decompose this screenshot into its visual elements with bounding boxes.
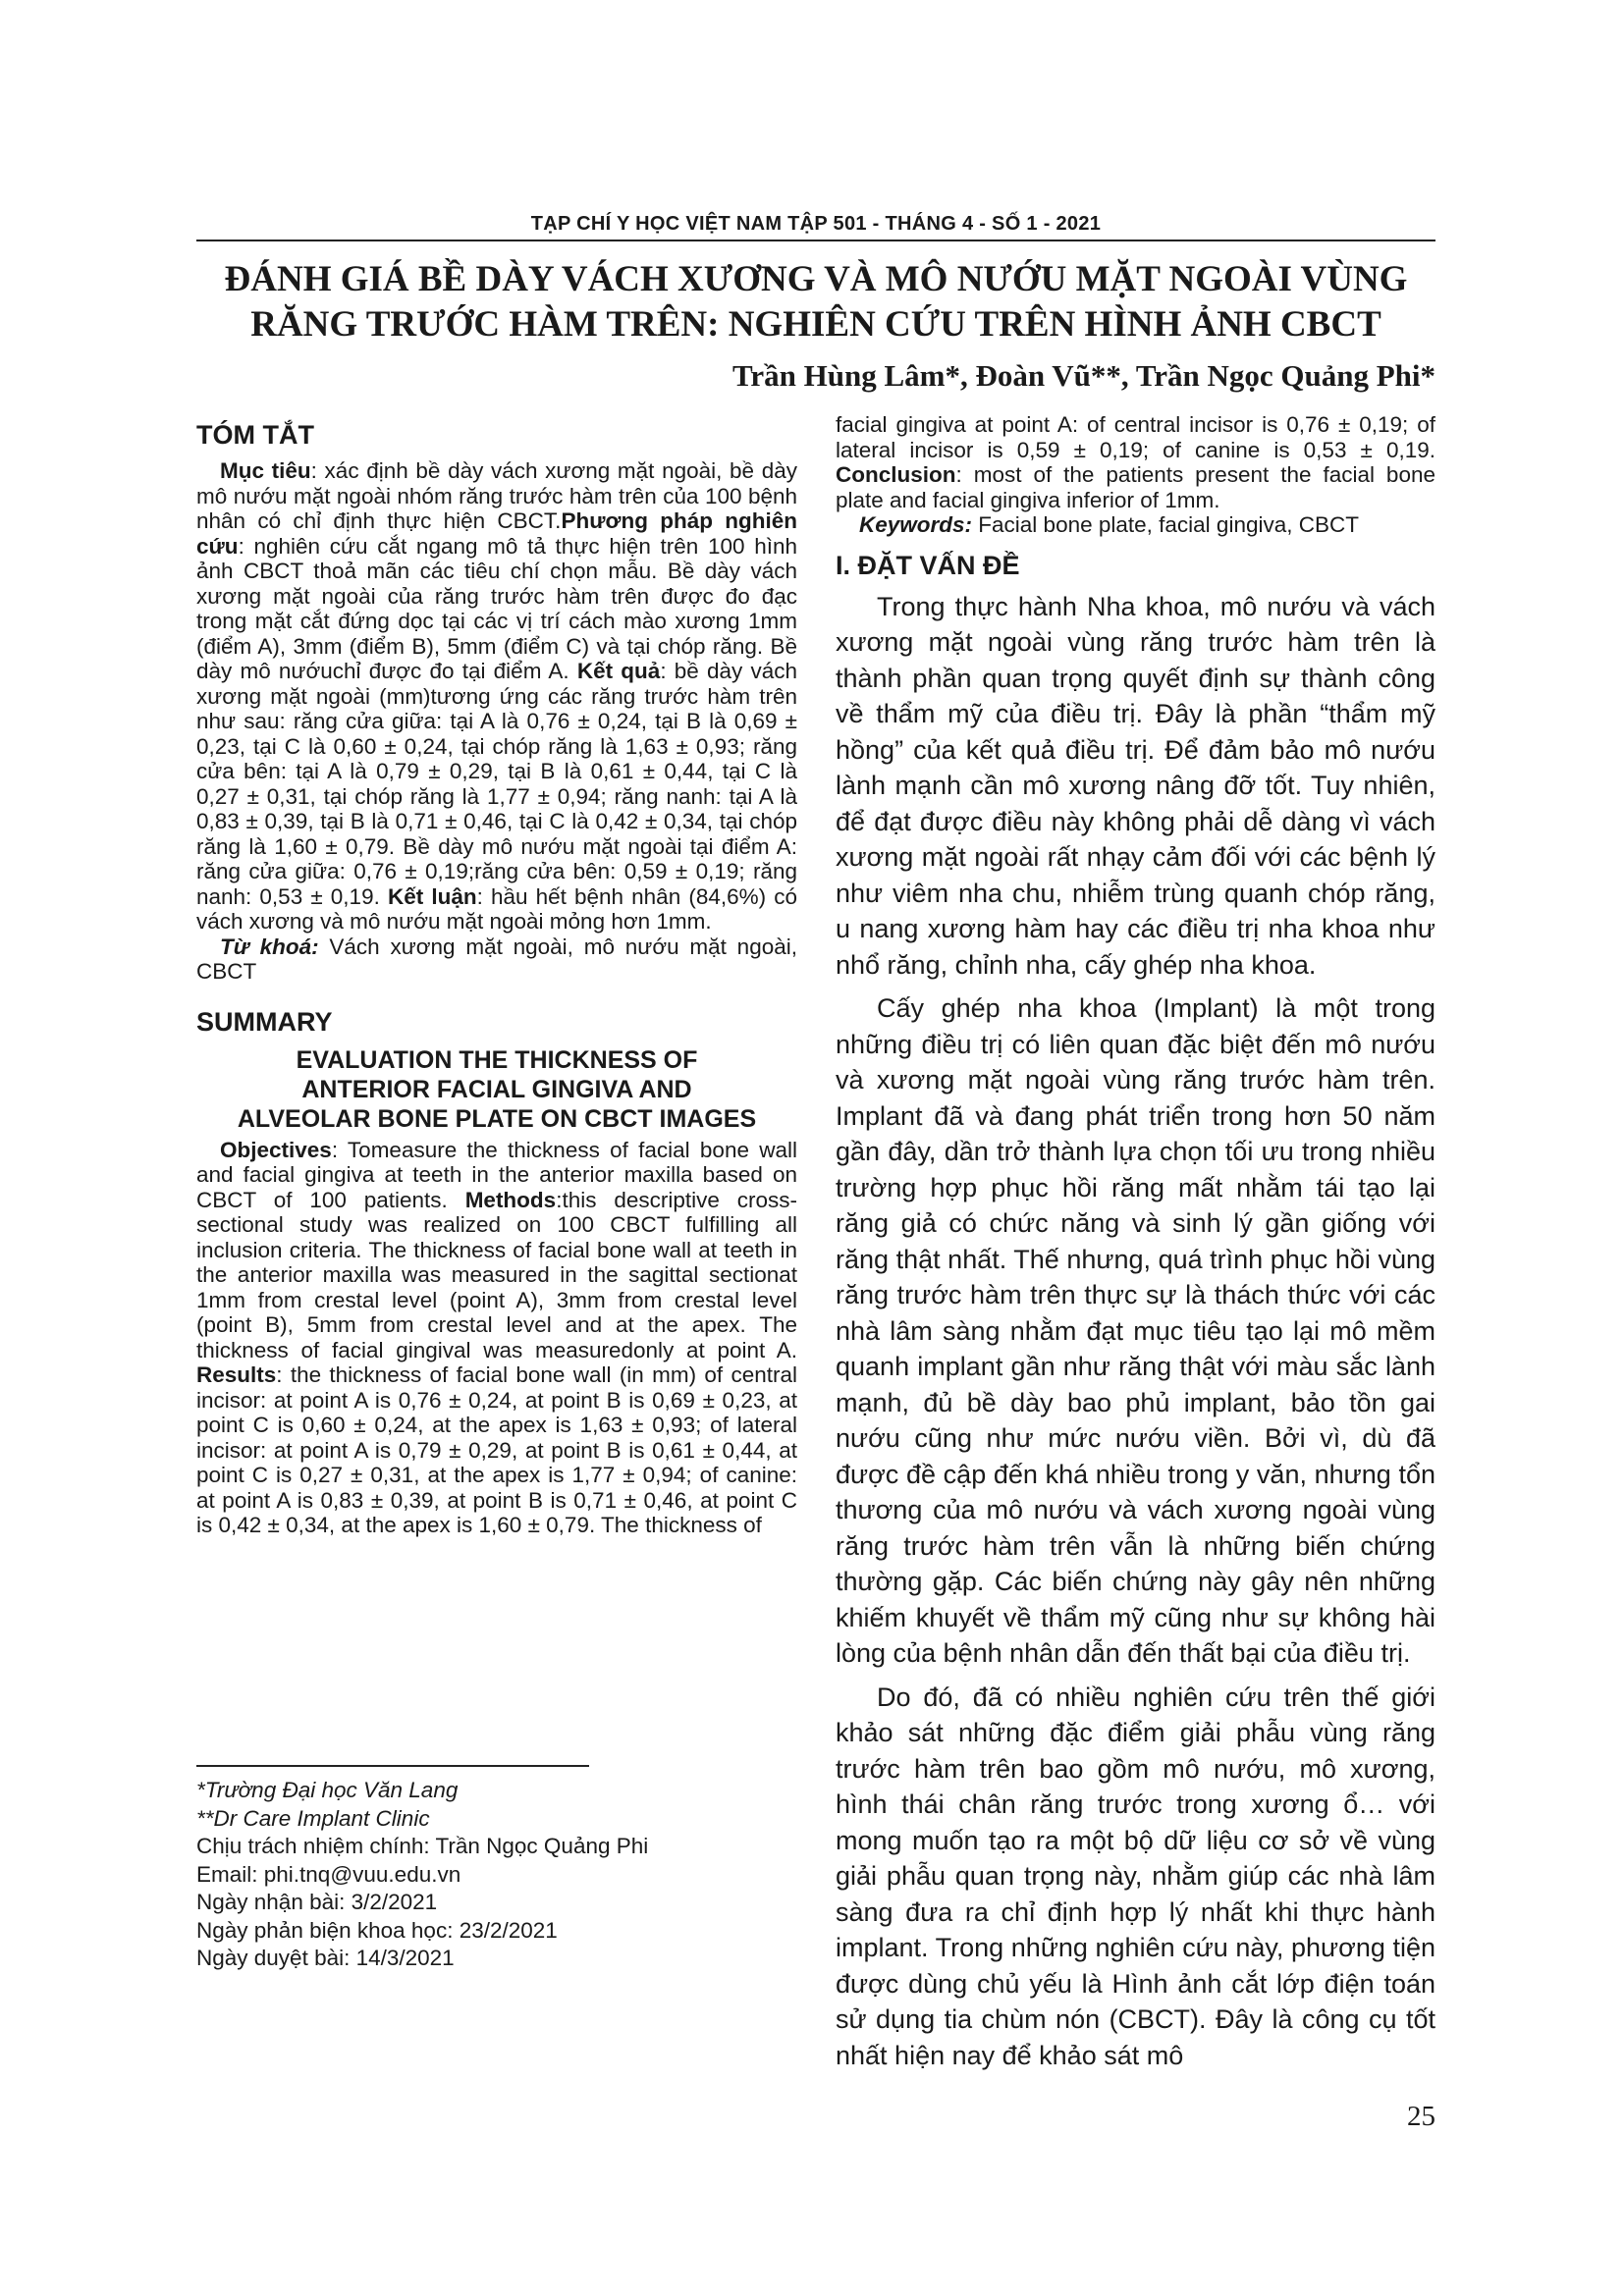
- objectives-label: Objectives: [220, 1137, 332, 1162]
- summary-title-line-1: EVALUATION THE THICKNESS OF: [296, 1045, 698, 1074]
- ketqua-label: Kết quả: [576, 659, 661, 683]
- summary-title: [196, 1045, 797, 1134]
- received-date: Ngày nhận bài: 3/2/2021: [196, 1890, 438, 1914]
- right-column: [836, 412, 1435, 2081]
- tukhoa-text: Vách xương mặt ngoài, mô nướu mặt ngoài, CBCT: [196, 934, 797, 984]
- ketluan-label: Kết luận: [387, 883, 477, 909]
- summary-heading: SUMMARY: [196, 1006, 333, 1037]
- section1-paragraph-3: Do đó, đã có nhiều nghiên cứu trên thế giới khảo sát những đặc điểm giải phẫu vùng răng trước hàm trên bao gồm mô nướu, mô xương, hình thái chân răng trước trong xương ổ… với mong muốn tạo ra một bộ dữ liệu cơ sở về vùng giải phẫu quan trọng này, nhằm giúp các nhà lâm sàng đưa ra chỉ định hợp lý nhất khi thực hành implant. Trong những nghiên cứu này, phương tiện được dùng chủ yếu là Hình ảnh cắt lớp điện toán sử dụng tia chùm nón (CBCT). Đây là công cụ tốt nhất hiện nay để khảo sát mô: [836, 1682, 1435, 2070]
- summary-abstract: [196, 1138, 797, 1538]
- footnotes: [196, 1777, 785, 1973]
- title-line-2: RĂNG TRƯỚC HÀM TRÊN: NGHIÊN CỨU TRÊN HÌNH ẢNH CBCT: [250, 304, 1381, 345]
- page-number: 25: [1407, 2101, 1435, 2132]
- summary-title-line-3: ALVEOLAR BONE PLATE ON CBCT IMAGES: [237, 1104, 757, 1133]
- affiliation-2: **Dr Care Implant Clinic: [196, 1805, 430, 1831]
- section1-paragraph-1: Trong thực hành Nha khoa, mô nướu và vách xương mặt ngoài vùng răng trước hàm trên là thành phần quan trọng quyết định sự thành công về thẩm mỹ của điều trị. Đây là phần “thẩm mỹ hồng” của kết quả điều trị. Để đảm bảo mô nướu lành mạnh cần mô xương nâng đỡ tốt. Tuy nhiên, để đạt được điều này không phải dễ dàng vì vách xương mặt ngoài rất nhạy cảm đối với các bệnh lý như viêm nha chu, nhiễm trùng quanh chóp răng, u nang xương hàm hay các điều trị nha khoa như nhổ răng, chỉnh nha, cấy ghép nha khoa.: [836, 591, 1435, 980]
- tomtat-abstract: [196, 458, 797, 934]
- affiliation-1: *Trường Đại học Văn Lang: [196, 1778, 459, 1802]
- tukhoa-label: Từ khoá:: [220, 934, 319, 959]
- methods-label: Methods: [464, 1187, 557, 1212]
- title-line-1: ĐÁNH GIÁ BỀ DÀY VÁCH XƯƠNG VÀ MÔ NƯỚU MẶT NGOÀI VÙNG: [224, 259, 1408, 299]
- section1-paragraph-2: Cấy ghép nha khoa (Implant) là một trong những điều trị có liên quan đặc biệt đến mô nướu và xương mặt ngoài vùng răng trước hàm trên. Implant đã và đang phát triển trong hơn 50 năm gần đây, dần trở thành lựa chọn tối ưu trong nhiều trường hợp phục hồi răng mất nhằm tái tạo lại răng giả có chức năng và sinh lý gần giống với răng thật nhất. Thế nhưng, quá trình phục hồi vùng răng trước hàm trên thực sự là thách thức với các nhà lâm sàng nhằm đạt mục tiêu tạo lại mô mềm quanh implant gần như răng thật với màu sắc lành mạnh, đủ bề dày bao phủ implant, bảo tồn gai nướu cũng như mức nướu viền. Bởi vì, dù đã được đề cập đến khá nhiều trong y văn, nhưng tổn thương của mô nướu và vách xương ngoài vùng răng trước hàm trên vẫn là những biến chứng thường gặp. Các biến chứng này gây nên những khiếm khuyết về thẩm mỹ cũng như sự không hài lòng của bệnh nhân dẫn đến thất bại của điều trị.: [836, 993, 1435, 1668]
- results-label: Results: [196, 1362, 277, 1387]
- accepted-date: Ngày duyệt bài: 14/3/2021: [196, 1946, 455, 1970]
- email: Email: phi.tnq@vuu.edu.vn: [196, 1861, 461, 1887]
- methods-text: :this descriptive cross-sectional study was realized on 100 CBCT fulfilling all inclusion criteria. The thickness of facial bone wall at teeth in the anterior maxilla was measured in the sagittal sectionat 1mm from crestal level (point A), 3mm from crestal level (point B), 5mm from crestal level and at the apex. The thickness of facial gingival was measuredonly at point A.: [196, 1187, 797, 1362]
- phuongphap-text: : nghiên cứu cắt ngang mô tả thực hiện trên 100 hình ảnh CBCT thoả mãn các tiêu chí chọn mẫu. Bề dày vách xương mặt ngoài của răng trước hàm trên được đo đạc trong mặt cắt đứng dọc tại các vị trí cách mào xương 1mm (điểm A), 3mm (điểm B), 5mm (điểm C) và tại chóp răng. Bề dày mô nướuchỉ được đo tại điểm A.: [196, 533, 797, 683]
- keywords-text: Facial bone plate, facial gingiva, CBCT: [972, 512, 1359, 537]
- keywords-label: Keywords:: [859, 512, 973, 537]
- header-rule: [196, 240, 1435, 241]
- conclusion-label: Conclusion: [836, 462, 956, 487]
- authors: Trần Hùng Lâm*, Đoàn Vũ**, Trần Ngọc Quảng Phi*: [731, 358, 1435, 393]
- conclusion-text: : most of the patients present the facial bone plate and facial gingiva inferior of 1mm.: [836, 462, 1435, 512]
- results-text: : the thickness of facial bone wall (in mm) of central incisor: at point A is 0,76 ± 0,24, at point B is 0,69 ± 0,23, at point C is 0,60 ± 0,24, at the apex is 1,63 ± 0,93; of lateral incisor: at point A is 0,79 ± 0,29, at point B is 0,61 ± 0,44, at point C is 0,27 ± 0,31, at the apex is 1,77 ± 0,94; of canine: at point A is 0,83 ± 0,39, at point B is 0,71 ± 0,46, at point C is 0,42 ± 0,34, at the apex is 1,60 ± 0,79. The thickness of: [196, 1362, 797, 1537]
- objectives-text: : Tomeasure the thickness of facial bone wall and facial gingiva at teeth in the anterior maxilla based on CBCT of 100 patients.: [196, 1137, 797, 1212]
- muctieu-text: : xác định bề dày vách xương mặt ngoài, bề dày mô nướu mặt ngoài nhóm răng trước hàm trên của 100 bệnh nhân có chỉ định thực hiện CBCT.: [196, 458, 797, 533]
- journal-header: TẠP CHÍ Y HỌC VIỆT NAM TẬP 501 - THÁNG 4 - SỐ 1 - 2021: [530, 213, 1102, 235]
- section1-body: [836, 589, 1435, 2074]
- reviewed-date: Ngày phản biện khoa học: 23/2/2021: [196, 1917, 558, 1943]
- responsible-author: Chịu trách nhiệm chính: Trần Ngọc Quảng Phi: [196, 1834, 649, 1858]
- results-continuation: facial gingiva at point A: of central incisor is 0,76 ± 0,19; of lateral incisor is 0,59 ± 0,19; of canine is 0,53 ± 0,19.: [836, 412, 1435, 462]
- ketluan-text: : hầu hết bệnh nhân (84,6%) có vách xương và mô nướu mặt ngoài mỏng hơn 1mm.: [196, 883, 797, 934]
- summary-title-line-2: ANTERIOR FACIAL GINGIVA AND: [301, 1075, 692, 1103]
- ketqua-text: : bề dày vách xương mặt ngoài (mm)tương ứng các răng trước hàm trên như sau: răng cửa giữa: tại A là 0,76 ± 0,24, tại B là 0,69 ± 0,23, tại C là 0,60 ± 0,24, tại chóp răng là 1,63 ± 0,93; răng cửa bên: tại A là 0,79 ± 0,29, tại B là 0,61 ± 0,44, tại C là 0,27 ± 0,31, tại chóp răng là 1,77 ± 0,94; răng nanh: tại A là 0,83 ± 0,39, tại B là 0,71 ± 0,46, tại C là 0,42 ± 0,34, tại chóp răng là 1,60 ± 0,79. Bề dày mô nướu mặt ngoài tại điểm A: răng cửa giữa: 0,76 ± 0,19;răng cửa bên: 0,59 ± 0,19; răng nanh: 0,53 ± 0,19.: [196, 659, 797, 909]
- article-title: [196, 257, 1435, 347]
- summary-continuation: [836, 412, 1435, 512]
- left-column: [196, 419, 797, 1538]
- tomtat-heading: TÓM TẮT: [196, 420, 314, 450]
- section1-heading: I. ĐẶT VẤN ĐỀ: [836, 550, 1020, 580]
- muctieu-label: Mục tiêu: [220, 458, 311, 483]
- keywords: [836, 512, 1435, 538]
- phuongphap-label: Phương pháp nghiên cứu: [196, 508, 798, 559]
- tukhoa: [196, 934, 797, 985]
- footnote-rule: [196, 1765, 589, 1767]
